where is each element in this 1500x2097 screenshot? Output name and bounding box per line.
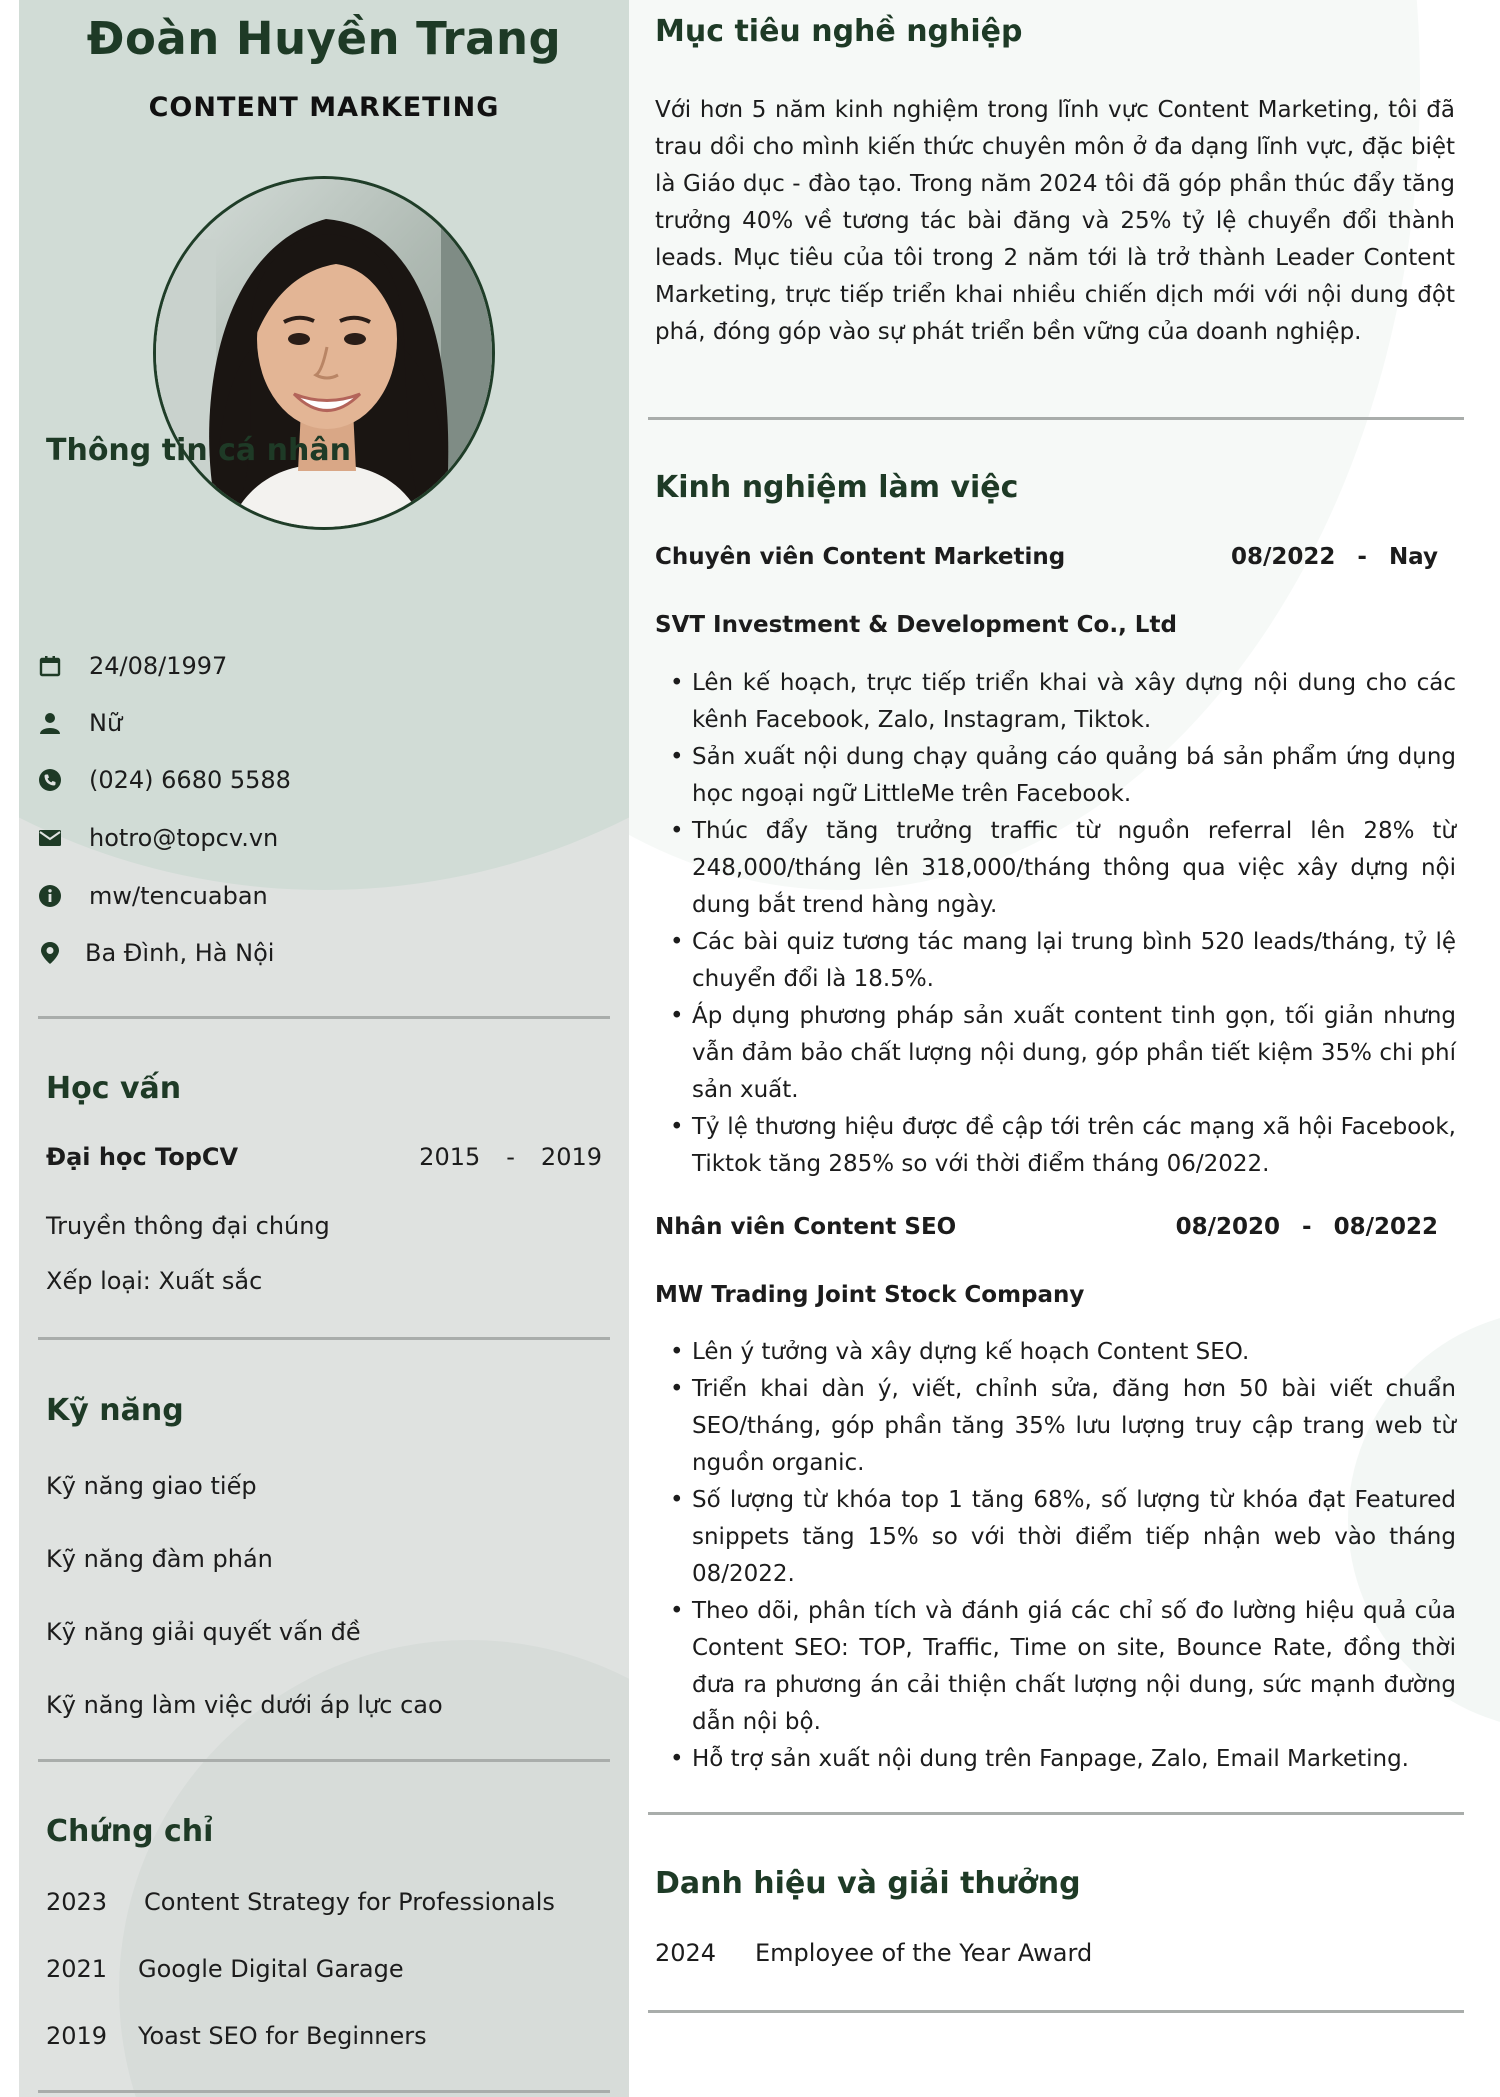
- job-bullets: [670, 665, 1456, 1183]
- date-separator: -: [1302, 1214, 1312, 1240]
- section-divider: [38, 1016, 610, 1019]
- job-dates: [1176, 1214, 1438, 1240]
- list-item: • Thúc đẩy tăng trưởng traffic từ nguồn referral lên 28% từ 248,000/tháng lên 318,000/tháng thông qua việc xây dựng nội dung bắt trend hàng ngày.: [670, 813, 1456, 924]
- section-divider: [38, 1337, 610, 1340]
- list-item: • Tỷ lệ thương hiệu được đề cập tới trên các mạng xã hội Facebook, Tiktok tăng 285% so với thời điểm tháng 06/2022.: [670, 1109, 1456, 1183]
- job-bullets: [670, 1334, 1456, 1778]
- certificate-year: 2023: [46, 1888, 108, 1916]
- list-item: • Hỗ trợ sản xuất nội dung trên Fanpage, Zalo, Email Marketing.: [670, 1741, 1456, 1778]
- education-major: Truyền thông đại chúng: [46, 1212, 330, 1240]
- education-end: 2019: [540, 1143, 602, 1171]
- person-icon: [37, 710, 63, 736]
- envelope-icon: [37, 825, 63, 851]
- certificate-year: 2021: [46, 1955, 108, 1983]
- certificate-row: [46, 1888, 555, 1916]
- personal-info-heading: Thông tin cá nhân: [46, 433, 351, 468]
- education-row: [46, 1143, 602, 1171]
- award-name: Employee of the Year Award: [755, 1939, 1093, 1967]
- job-title: Chuyên viên Content Marketing: [655, 544, 1066, 570]
- section-divider: [648, 2010, 1464, 2013]
- job-end: Nay: [1388, 544, 1438, 570]
- info-row-address: [37, 933, 274, 973]
- phone-icon: [37, 767, 63, 793]
- objective-text: Với hơn 5 năm kinh nghiệm trong lĩnh vực Content Marketing, tôi đã trau dồi cho mình kiến thức chuyên môn ở đa dạng lĩnh vực, đặc biệt là Giáo dục - đào tạo. Trong năm 2024 tôi đã góp phần thúc đẩy tăng trưởng 40% về tương tác bài đăng và 25% tỷ lệ chuyển đổi thành leads. Mục tiêu của tôi trong 2 năm tới là trở thành Leader Content Marketing, trực tiếp triển khai nhiều chiến dịch mới với nội dung đột phá, đóng góp vào sự phát triển bền vững của doanh nghiệp.: [655, 97, 1455, 345]
- info-row-email: [37, 818, 278, 858]
- sidebar: [19, 0, 629, 2097]
- list-item: • Lên kế hoạch, trực tiếp triển khai và xây dựng nội dung cho các kênh Facebook, Zalo, Instagram, Tiktok.: [670, 665, 1456, 739]
- list-item: • Theo dõi, phân tích và đánh giá các chỉ số đo lường hiệu quả của Content SEO: TOP, Traffic, Time on site, Bounce Rate, đồng thời đưa ra phương án cải thiện chất lượng nội dung, sức mạnh đường dẫn nội bộ.: [670, 1593, 1456, 1741]
- job-header: [655, 1214, 1438, 1240]
- job-header: [655, 544, 1438, 570]
- certificate-name: Google Digital Garage: [138, 1955, 404, 1983]
- award-year: 2024: [655, 1939, 717, 1967]
- date-separator: -: [506, 1143, 515, 1171]
- certificate-name: Content Strategy for Professionals: [144, 1888, 555, 1916]
- info-website[interactable]: mw/tencuaban: [89, 882, 268, 910]
- info-phone: (024) 6680 5588: [89, 766, 291, 794]
- calendar-icon: [37, 653, 63, 679]
- skill-item: Kỹ năng giao tiếp: [46, 1472, 257, 1500]
- job-start: 08/2022: [1230, 544, 1336, 570]
- list-item: • Số lượng từ khóa top 1 tăng 68%, số lượng từ khóa đạt Featured snippets tăng 15% so với thời điểm tiếp nhận web vào tháng 08/2022.: [670, 1482, 1456, 1593]
- job-title: Nhân viên Content SEO: [655, 1214, 957, 1240]
- award-row: [655, 1939, 1092, 1967]
- certificate-row: [46, 1955, 404, 1983]
- info-row-phone: [37, 760, 291, 800]
- info-row-birthdate: [37, 646, 227, 686]
- job-company: SVT Investment & Development Co., Ltd: [655, 612, 1177, 638]
- info-row-gender: [37, 703, 122, 743]
- job-start: 08/2020: [1175, 1214, 1281, 1240]
- education-heading: Học vấn: [46, 1071, 182, 1106]
- education-grade: Xếp loại: Xuất sắc: [46, 1267, 263, 1295]
- info-email[interactable]: hotro@topcv.vn: [89, 824, 279, 852]
- section-divider: [648, 417, 1464, 420]
- education-school: Đại học TopCV: [46, 1143, 239, 1171]
- job-dates: [1231, 544, 1438, 570]
- list-item: • Các bài quiz tương tác mang lại trung bình 520 leads/tháng, tỷ lệ chuyển đổi là 18.5%.: [670, 924, 1456, 998]
- section-divider: [648, 1812, 1464, 1815]
- certificates-heading: Chứng chỉ: [46, 1814, 214, 1849]
- list-item: • Áp dụng phương pháp sản xuất content tinh gọn, tối giản nhưng vẫn đảm bảo chất lượng nội dung, góp phần tiết kiệm 35% chi phí sản xuất.: [670, 998, 1456, 1109]
- list-item: • Lên ý tưởng và xây dựng kế hoạch Content SEO.: [670, 1334, 1456, 1371]
- section-divider: [38, 2090, 610, 2093]
- experience-heading: Kinh nghiệm làm việc: [655, 470, 1019, 505]
- list-item: • Triển khai dàn ý, viết, chỉnh sửa, đăng hơn 50 bài viết chuẩn SEO/tháng, góp phần tăng 35% lưu lượng truy cập trang web từ nguồn organic.: [670, 1371, 1456, 1482]
- avatar: [153, 176, 495, 530]
- list-item: • Sản xuất nội dung chạy quảng cáo quảng bá sản phẩm ứng dụng học ngoại ngữ LittleMe trên Facebook.: [670, 739, 1456, 813]
- education-start: 2015: [419, 1143, 481, 1171]
- objective-heading: Mục tiêu nghề nghiệp: [655, 14, 1023, 49]
- certificate-year: 2019: [46, 2022, 108, 2050]
- certificate-name: Yoast SEO for Beginners: [138, 2022, 427, 2050]
- location-pin-icon: [37, 940, 63, 966]
- section-divider: [38, 1759, 610, 1762]
- candidate-name: Đoàn Huyền Trang: [86, 12, 562, 65]
- awards-heading: Danh hiệu và giải thưởng: [655, 1866, 1081, 1901]
- education-dates: [419, 1143, 602, 1171]
- job-company: MW Trading Joint Stock Company: [655, 1282, 1085, 1308]
- info-address: Ba Đình, Hà Nội: [85, 939, 275, 967]
- info-row-website: [37, 876, 268, 916]
- skill-item: Kỹ năng làm việc dưới áp lực cao: [46, 1691, 443, 1719]
- job-end: 08/2022: [1333, 1214, 1438, 1240]
- info-gender: Nữ: [89, 709, 123, 737]
- skills-heading: Kỹ năng: [46, 1393, 184, 1428]
- candidate-role: CONTENT MARKETING: [148, 92, 500, 123]
- date-separator: -: [1357, 544, 1367, 570]
- portrait-photo: [156, 179, 495, 530]
- skill-item: Kỹ năng giải quyết vấn đề: [46, 1618, 361, 1646]
- info-icon: [37, 883, 63, 909]
- skill-item: Kỹ năng đàm phán: [46, 1545, 273, 1573]
- info-birthdate: 24/08/1997: [89, 652, 228, 680]
- certificate-row: [46, 2022, 427, 2050]
